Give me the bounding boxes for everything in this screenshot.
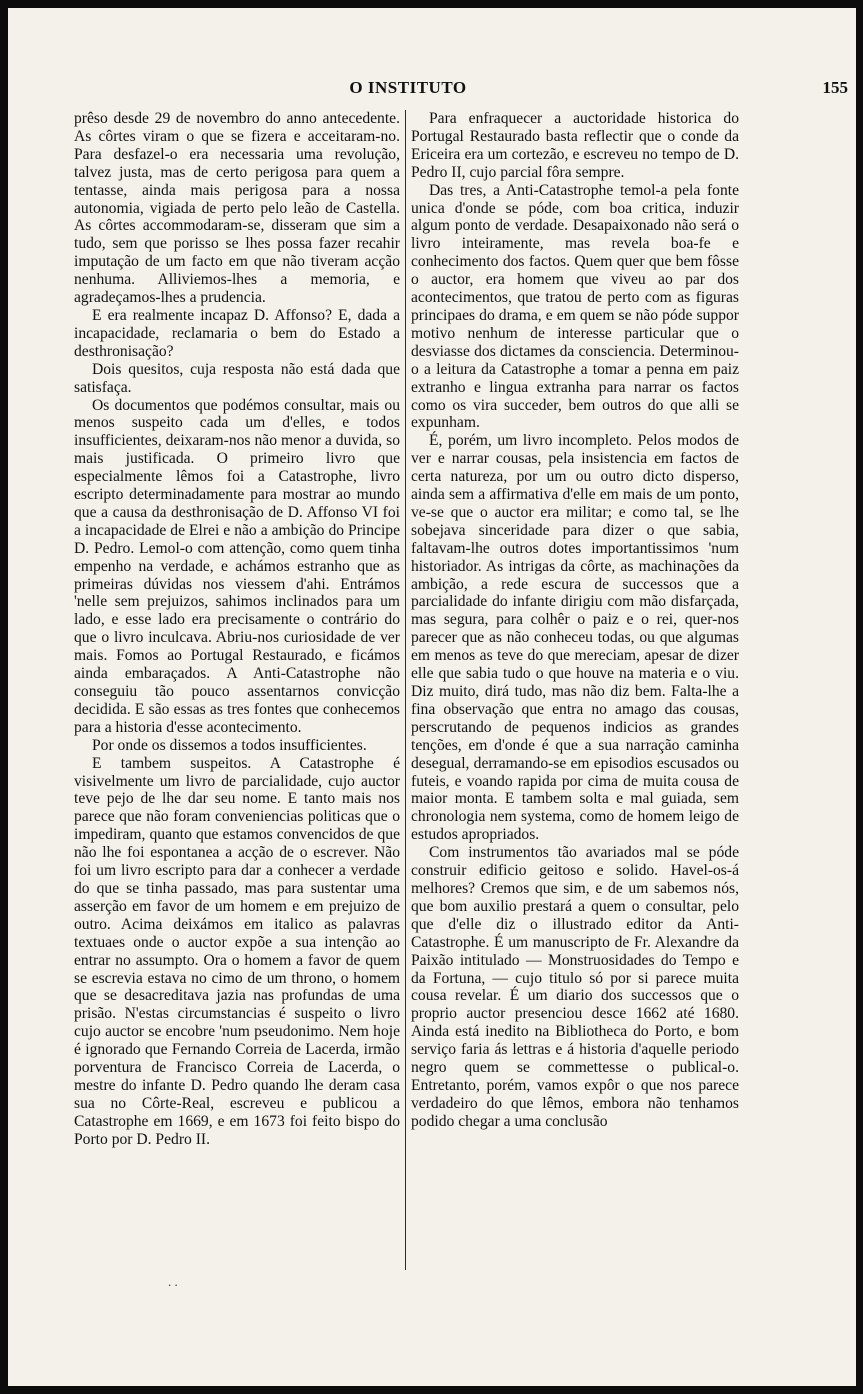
- paragraph: É, porém, um livro incompleto. Pelos modos de ver e narrar cousas, pela insistencia em factos de certa natureza, por um ou outro dicto disperso, ainda sem a affirmativa d'elle em mais de um ponto, ve-se que o auctor era militar; e como tal, se lhe sobejava sinceridade para dizer o que sabia, faltavam-lhe outros dotes importantissimos 'num historiador. As intrigas da côrte, as machinações da ambição, a rede escura de successos que a parcialidade do infante dirigiu com mão disfarçada, mas segura, para colhêr o paiz e o rei, quer-nos parecer que as não conheceu todas, ou que algumas em menos as teve do que mereciam, apesar de dizer elle que sabia tudo o que houve na materia e o viu. Diz muito, dirá tudo, mas não diz bem. Falta-lhe a fina observação que entra no amago das cousas, perscrutando de pequenos indicios as grandes tenções, em d'onde é que a sua narração caminha desegual, derramando-se em episodios escusados ou futeis, e voando rapida por cima de muita cousa de maior monta. E tambem solta e mal guiada, sem chronologia nem systema, como de homem leigo de estudos apropriados.: [411, 432, 739, 844]
- journal-title: O INSTITUTO: [349, 78, 467, 97]
- paragraph: Dois quesitos, cuja resposta não está dada que satisfaça.: [74, 360, 400, 396]
- paragraph: Por onde os dissemos a todos insufficientes.: [92, 736, 367, 754]
- page: [8, 8, 856, 1386]
- column-divider: [405, 110, 406, 1270]
- paragraph: prêso desde 29 de novembro do anno antecedente. As côrtes viram o que se fizera e acceitaram-no. Para desfazel-o era necessaria uma revolução, talvez justa, mas de certo perigosa para quem a tentasse, ainda mais perigosa para a nossa autonomia, vigiada de perto pelo leão de Castella. As côrtes accommodaram-se, disseram que sim a tudo, sem que porisso se lhes possa fazer recahir imputação de um facto em que não tiveram acção nenhuma. Alliviemos-lhes a memoria, e agradeçamos-lhes a prudencia.: [74, 110, 400, 307]
- paragraph: E era realmente incapaz D. Affonso? E, dada a incapacidade, reclamaria o bem do Estado a desthronisação?: [74, 306, 400, 360]
- paragraph: Com instrumentos tão avariados mal se póde construir edificio geitoso e solido. Havel-os-á melhores? Cremos que sim, e de um sabemos nós, que bom auxilio prestará a quem o consultar, pelo que d'elle diz o illustrado editor da Anti-Catastrophe. É um manuscripto de Fr. Alexandre da Paixão intitulado — Monstruosidades do Tempo e da Fortuna, — cujo titulo só por si parece muita cousa revelar. É um diario dos successos que o proprio auctor presenciou desce 1662 até 1680. Ainda está inedito na Bibliotheca do Porto, e bom serviço faria ás lettras e á historia d'aquelle periodo negro quem se commettesse o publical-o. Entretanto, porém, vamos expôr o que nos parece verdadeiro do que lêmos, embora não tenhamos podido chegar a uma conclusão: [411, 844, 739, 1130]
- paragraph: Os documentos que podémos consultar, mais ou menos suspeito cada um d'elles, e todos insufficientes, deixaram-nos não menor a duvida, so mais justificada. O primeiro livro que especialmente lêmos foi a Catastrophe, livro escripto determinadamente para mostrar ao mundo que a causa da desthronisação de D. Affonso VI foi a incapacidade de Elrei e não a ambição do Principe D. Pedro. Lemol-o com attenção, como quem tinha empenho na verdade, e achámos estranho que as primeiras dúvidas nos viessem d'ahi. Entrámos 'nelle sem prejuizos, sahimos inclinados para um lado, e esse lado era precisamente o contrário do que o livro inculcava. Abriu-nos curiosidade de ver mais. Fomos ao Portugal Restaurado, e ficámos ainda embaraçados. A Anti-Catastrophe não conseguiu tão pouco assentarnos convicção decidida. E são essas as tres fontes que conhecemos para a historia d'esse acontecimento.: [74, 396, 400, 736]
- right-column: [411, 110, 739, 1131]
- running-header: [68, 78, 848, 104]
- left-column: [74, 110, 400, 1149]
- footer-marks: . .: [168, 1274, 178, 1289]
- paragraph: E tambem suspeitos. A Catastrophe é visivelmente um livro de parcialidade, cujo auctor teve pejo de lhe dar seu nome. E tanto mais nos parece que não foram conveniencias politicas que o impediram, quanto que estamos convencidos de que não lhe foi espontanea a acção de o escrever. Não foi um livro escripto para dar a conhecer a verdade do que se tinha passado, mas para sustentar uma asserção em favor de um homem e em prejuizo de outro. Acima deixámos em italico as palavras textuaes onde o auctor expõe a sua intenção ao entrar no assumpto. Ora o homem a favor de quem se escrevia estava no cimo de um throno, o homem que se desacreditava jazia nas profundas de uma prisão. N'estas circumstancias é suspeito o livro cujo auctor se encobre 'num pseudonimo. Nem hoje é ignorado que Fernando Correia de Lacerda, irmão porventura de Francisco Correia de Lacerda, o mestre do infante D. Pedro quando lhe deram casa sua no Côrte-Real, escreveu e publicou a Catastrophe em 1669, e em 1673 foi feito bispo do Porto por D. Pedro II.: [74, 754, 400, 1148]
- page-number: 155: [822, 78, 848, 97]
- paragraph: Das tres, a Anti-Catastrophe temol-a pela fonte unica d'onde se póde, com boa critica, induzir algum ponto de verdade. Desapaixonado não será o livro inteiramente, mas revela boa-fe e conhecimento dos factos. Quem quer que bem fôsse o auctor, era homem que viveu ao par dos acontecimentos, que tratou de perto com as figuras principaes do drama, e em quem se não póde suppor motivo nenhum de interesse particular que o desviasse dos dictames da consciencia. Determinou-o a leitura da Catastrophe a tomar a penna em paiz extranho e lingua extranha para narrar os factos como os vira succeder, bem outros do que alli se expunham.: [411, 181, 739, 432]
- paragraph: Para enfraquecer a auctoridade historica do Portugal Restaurado basta reflectir que o conde da Ericeira era um cortezão, e escreveu no tempo de D. Pedro II, cujo parcial fôra sempre.: [411, 110, 739, 181]
